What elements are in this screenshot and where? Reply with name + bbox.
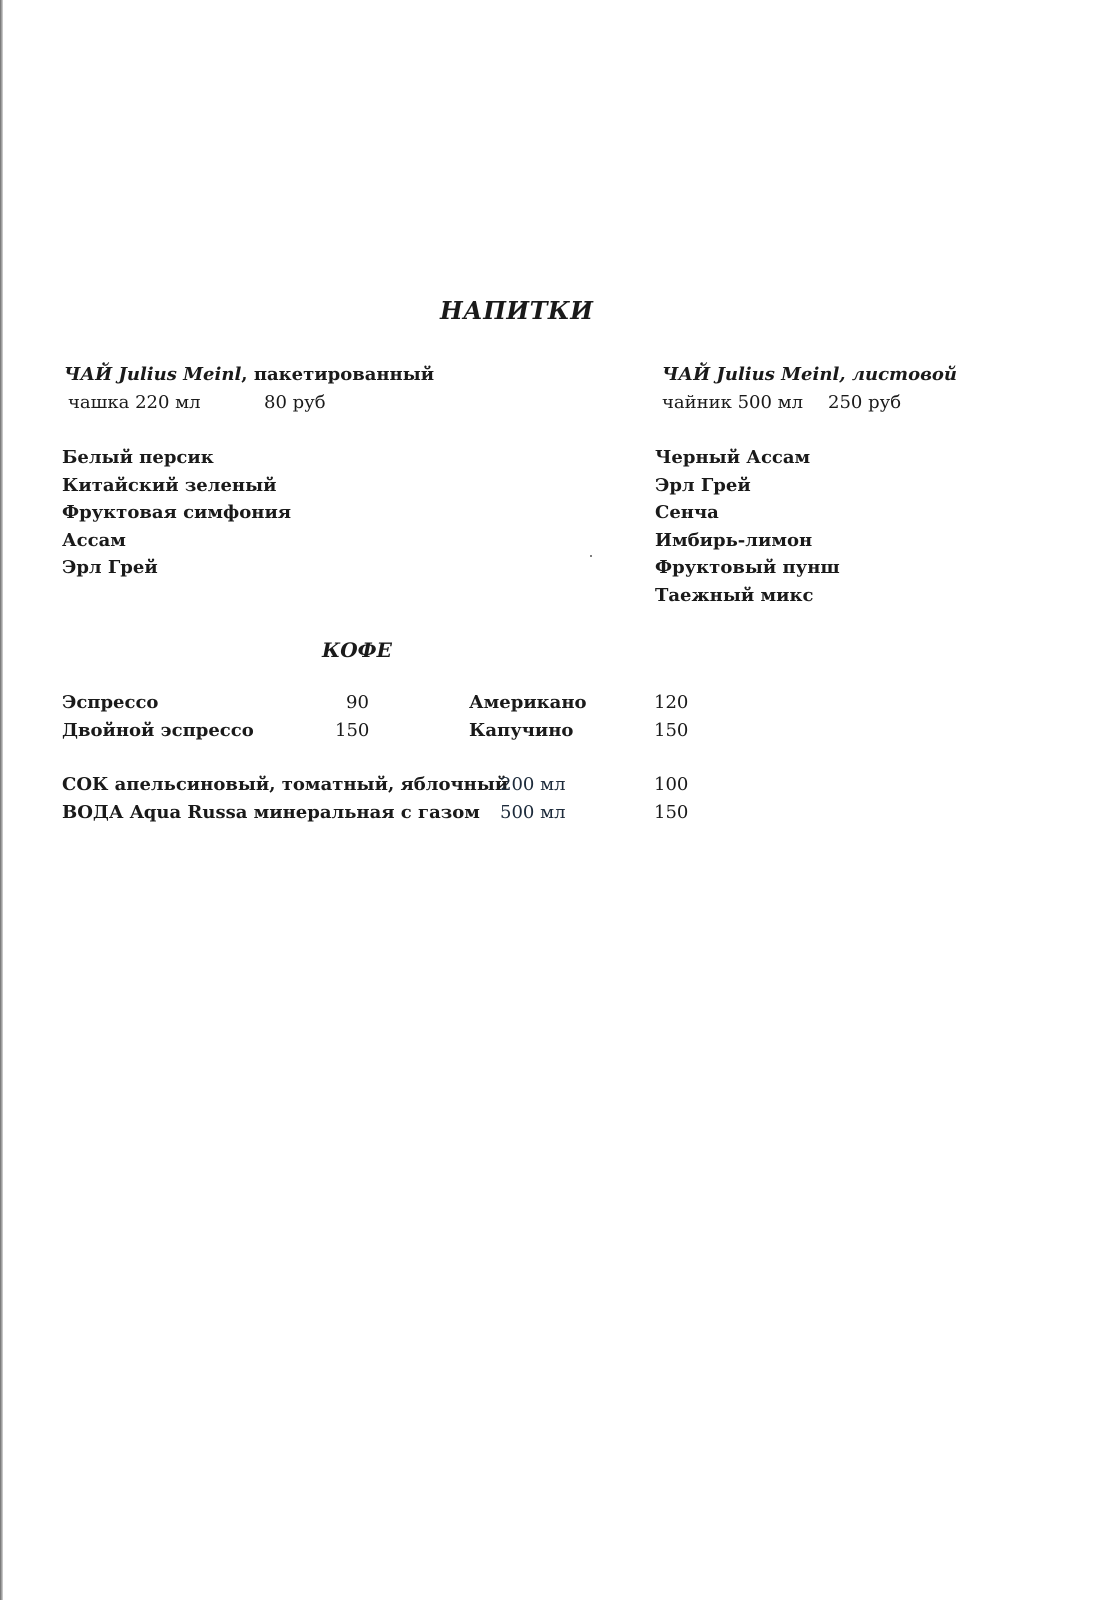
drink-item-price: 100	[654, 774, 689, 795]
coffee-item-price: 90	[346, 692, 369, 713]
drink-item-name: ВОДА Aqua Russa минеральная с газом	[62, 802, 480, 823]
list-item: Эрл Грей	[62, 557, 158, 578]
list-item: Сенча	[655, 502, 719, 523]
tea-leaf-brand: ЧАЙ Julius Meinl	[662, 364, 840, 385]
tea-bagged-price: 80 руб	[264, 392, 326, 413]
list-item: Фруктовый пунш	[655, 557, 840, 578]
list-item: Эрл Грей	[655, 474, 751, 496]
tea-bagged-volume: чашка 220 мл	[68, 392, 201, 413]
list-item: Таежный микс	[655, 584, 814, 606]
tea-bagged-list	[62, 444, 291, 582]
list-item: Белый персик	[62, 447, 214, 468]
tea-bagged-heading	[64, 364, 434, 385]
coffee-item-name: Капучино	[469, 720, 574, 741]
list-item: Фруктовая симфония	[62, 502, 292, 523]
coffee-item-price: 150	[335, 720, 370, 741]
coffee-item-name: Эспрессо	[62, 692, 159, 713]
coffee-item-price: 150	[654, 720, 689, 741]
tea-leaf-volume: чайник 500 мл	[662, 392, 804, 413]
tea-leaf-price: 250 руб	[828, 392, 902, 413]
page-title: НАПИТКИ	[440, 296, 594, 325]
drink-item-volume: 200 мл	[500, 774, 566, 795]
list-item: Имбирь-лимон	[655, 529, 813, 551]
coffee-item-name: Двойной эспрессо	[62, 720, 254, 741]
coffee-item-name: Американо	[469, 692, 587, 713]
list-item: Черный Ассам	[655, 447, 811, 468]
speck	[590, 555, 592, 557]
drink-item-name: СОК апельсиновый, томатный, яблочный	[62, 774, 509, 795]
list-item: Китайский зеленый	[62, 474, 277, 496]
list-item: Ассам	[62, 529, 126, 551]
tea-leaf-heading	[662, 364, 957, 385]
drink-item-volume: 500 мл	[500, 802, 566, 823]
page-edge	[0, 0, 3, 1600]
drink-item-price: 150	[654, 802, 689, 823]
coffee-item-price: 120	[654, 692, 689, 713]
tea-bagged-brand: ЧАЙ Julius Meinl	[64, 364, 242, 385]
tea-leaf-list	[655, 444, 840, 609]
tea-bagged-type: , пакетированный	[241, 364, 435, 385]
tea-leaf-type: , листовой	[839, 364, 958, 385]
coffee-title: КОФЕ	[322, 638, 392, 662]
